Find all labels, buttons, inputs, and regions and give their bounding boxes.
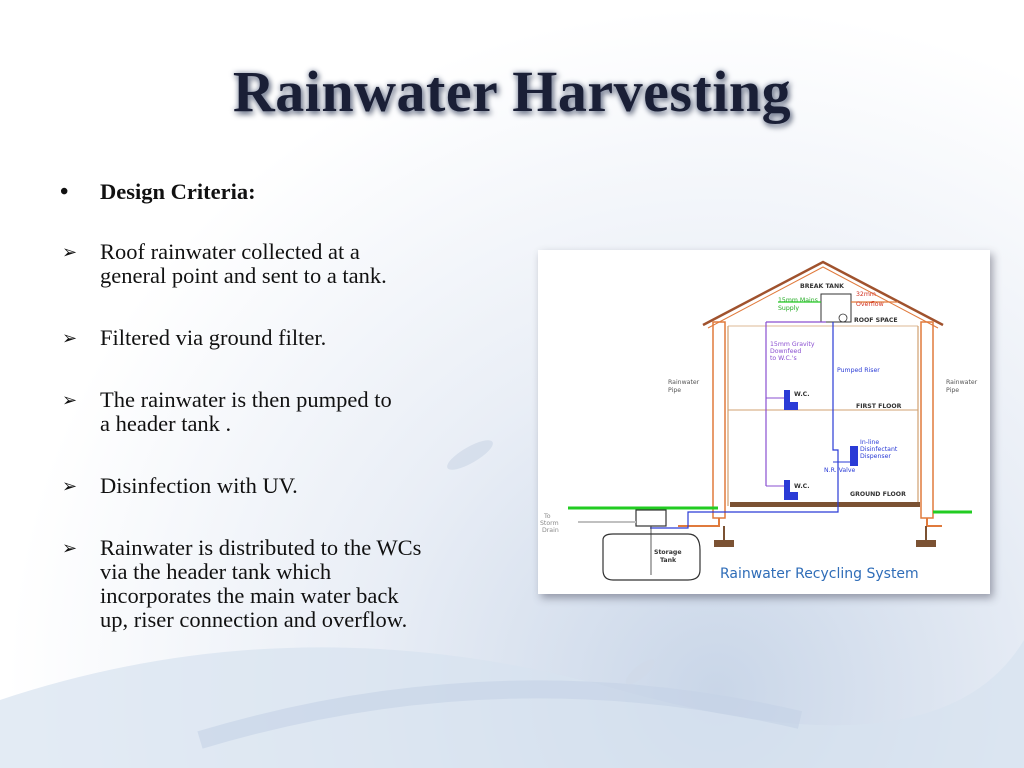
label-mains-2: Supply [778,305,800,312]
label-rw-pipe-right-1: Rainwater [946,379,978,386]
bullet-line: up, riser connection and overflow. [100,607,408,632]
house-roof [703,262,943,328]
label-gravity-2: Downfeed [770,348,802,355]
bullet-line: Disinfection with UV. [100,473,298,498]
arrow-bullet-icon: ➢ [62,476,78,496]
bullet-filtered [58,326,518,350]
disinfectant-dispenser [850,446,858,466]
break-tank-float [839,314,847,322]
label-roof-space: ROOF SPACE [854,317,898,324]
rainwater-diagram [538,250,990,594]
label-overflow: Overflow [856,301,884,308]
label-rw-pipe-right-2: Pipe [946,387,960,394]
bullet-distribution [58,536,518,632]
bullet-line: Filtered via ground filter. [100,325,327,350]
bullet-pumped [58,388,518,436]
label-mains-1: 15mm Mains [778,297,818,304]
arrow-bullet-icon: ➢ [62,242,78,262]
label-pumped-riser: Pumped Riser [837,367,880,374]
label-inline-3: Dispenser [860,453,891,460]
arrow-bullet-icon: ➢ [62,390,78,410]
bullet-dot-icon: • [60,179,69,205]
label-gravity-3: to W.C.'s [770,355,797,362]
bullet-line: incorporates the main water back [100,583,399,608]
arrow-bullet-icon: ➢ [62,538,78,558]
label-rw-pipe-left-1: Rainwater [668,379,700,386]
label-nr-valve: N.R. Valve [824,467,856,474]
diagram-caption: Rainwater Recycling System [720,566,919,582]
label-storm-1: To [544,513,551,520]
bullet-line: Rainwater is distributed to the WCs [100,535,422,560]
label-32mm: 32mm [856,291,876,298]
label-inline-2: Disinfectant [860,446,898,453]
label-ground-floor: GROUND FLOOR [850,491,906,498]
label-storage-2: Tank [660,557,677,564]
label-wc-upper: W.C. [794,391,810,398]
label-storm-2: Storm [540,520,559,527]
storage-tank [603,510,700,580]
foundation-right [916,540,936,547]
ground-floor-slab [730,502,920,507]
foundation-left [714,540,734,547]
label-inline-1: In-line [860,439,880,446]
label-wc-lower: W.C. [794,483,810,490]
arrow-bullet-icon: ➢ [62,328,78,348]
label-first-floor: FIRST FLOOR [856,403,902,410]
bullet-line: general point and sent to a tank. [100,263,387,288]
bullet-text: Design Criteria: [100,179,256,204]
rainwater-diagram-svg [538,250,990,594]
label-break-tank: BREAK TANK [800,283,844,290]
house-walls [728,326,918,506]
label-rw-pipe-left-2: Pipe [668,387,682,394]
label-gravity-1: 15mm Gravity [770,341,815,348]
bullet-line: The rainwater is then pumped to [100,387,392,412]
label-storage-1: Storage [654,549,682,556]
bullet-line: Roof rainwater collected at a [100,239,360,264]
bullet-disinfection [58,474,518,498]
bullet-line: a header tank . [100,411,232,436]
bullet-roof-rainwater [58,240,518,288]
bullet-line: via the header tank which [100,559,332,584]
bullet-list [58,180,518,670]
break-tank [821,294,851,322]
slide-title: Rainwater Harvesting [232,59,792,124]
bullet-design-criteria [58,180,518,204]
label-storm-3: Drain [542,527,559,534]
water-pipes [650,302,850,528]
